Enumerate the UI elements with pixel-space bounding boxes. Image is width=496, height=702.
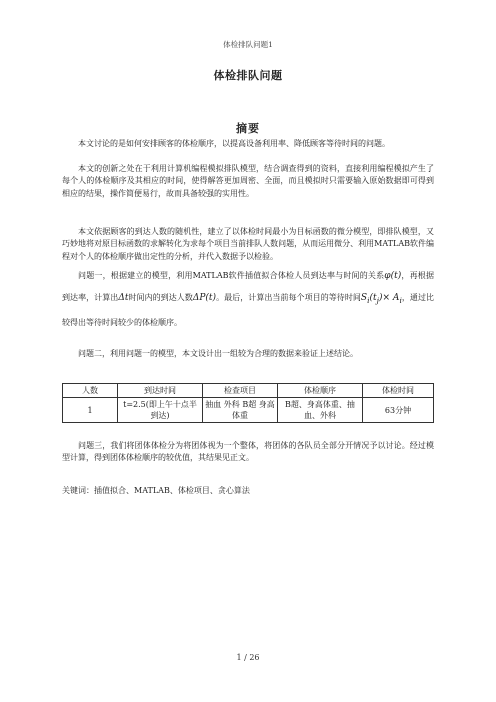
paragraph-problem-one <box>62 265 434 334</box>
text-segment: 时间内的到达人数 <box>128 293 193 302</box>
table-header-cell: 体检顺序 <box>278 384 363 398</box>
document-title: 体检排队问题 <box>213 69 283 82</box>
keywords-line <box>62 485 434 497</box>
table-header-cell: 到达时间 <box>118 384 203 398</box>
table-cell: 63分钟 <box>363 398 434 423</box>
table-cell: 抽血 外科 B超 身高体重 <box>203 398 278 423</box>
formula-sub: j <box>376 295 379 305</box>
formula-waiting-time <box>361 293 402 303</box>
paragraph-text <box>62 265 434 334</box>
table-row <box>63 398 434 423</box>
text-segment: 问题一，根据建立的模型，利用MATLAB软件插值拟合体检人员到达率与时间的关系 <box>78 271 385 280</box>
formula-delta-t: Δt <box>118 293 129 303</box>
table-cell: t=2.5(即上午十点半到达) <box>118 398 203 423</box>
table-cell: 1 <box>63 398 118 423</box>
paragraph-text: 本文讨论的是如何安排顾客的体检顺序，以提高设备利用率、降低顾客等待时间的问题。 <box>78 139 390 148</box>
table-cell: B超、身高体重、抽血、外科 <box>278 398 363 423</box>
paragraph-text: 本文依据顾客的到达人数的随机性，建立了以体检时间最小为目标函数的微分模型，即排队模型，又巧妙地将对原目标函数的求解转化为求每个项目当前排队人数问题，从而运用微分、利用MATLAB软件编程对个人的体检顺序做出定性的分析，并代入数据予以检验。 <box>62 227 434 261</box>
table-header-row <box>63 384 434 398</box>
paragraph-innovation <box>62 163 434 200</box>
paragraph-problem-two <box>62 348 434 360</box>
formula-part: S <box>360 293 368 303</box>
formula-sub: i <box>399 295 402 305</box>
table-header-cell: 体检时间 <box>363 384 434 398</box>
text-segment: ，再根据到达率，计算出 <box>62 271 434 302</box>
paragraph-problem-three <box>62 440 434 465</box>
formula-sub: i <box>367 295 370 305</box>
text-segment: 。最后，计算出当前每个项目的等待时间 <box>216 293 361 302</box>
paragraph-intro <box>62 138 434 150</box>
formula-part: )× A <box>378 293 400 303</box>
text-segment: ，通过比较得出等待时间较少的体检顺序。 <box>62 293 435 327</box>
formula-delta-p: ΔP(t) <box>192 293 217 303</box>
page-header: 体检排队问题1 <box>223 40 273 49</box>
paragraph-text: 问题三，我们将团体体检分为将团体视为一个整体，将团体的各队员全部分开情况予以讨论。经过模型计算，得到团体体检顺序的较优值，其结果见正文。 <box>62 441 434 463</box>
paragraph-text: 本文的创新之处在于利用计算机编程模拟排队模型，结合调查得到的资料，直接利用编程模拟产生了每个人的体检顺序及其相应的时间，使得解答更加周密、全面，而且模拟时只需要输入原始数据即可得到相应的结果，操作简便易行，故而具备较强的实用性。 <box>62 164 434 198</box>
keywords-label: 关键词： <box>62 486 94 495</box>
paragraph-model <box>62 226 434 263</box>
paragraph-text: 问题二，利用问题一的模型，本文设计出一组较为合理的数据来验证上述结论。 <box>78 349 358 358</box>
table-header-cell: 检查项目 <box>203 384 278 398</box>
table-header-cell: 人数 <box>63 384 118 398</box>
formula-part: (t <box>369 293 377 303</box>
formula-phi: φ(t) <box>384 271 402 281</box>
schedule-table <box>62 383 434 423</box>
keywords-value: 插值拟合、MATLAB、体检项目、贪心算法 <box>94 486 250 495</box>
abstract-heading: 摘要 <box>236 122 260 135</box>
page-number: 1 / 26 <box>236 653 260 662</box>
